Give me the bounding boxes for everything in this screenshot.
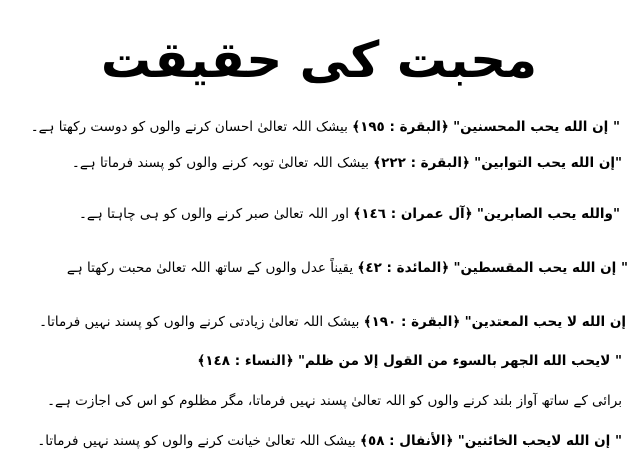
verse-translation: اور اللہ تعالیٰ صبر کرنے والوں کو ہی چاہتا ہے۔	[79, 206, 350, 222]
verse-reference: ﴿المائدة : ٤٢﴾	[357, 260, 450, 276]
verse-arabic: "إن الله يحب التوابين"	[474, 155, 622, 171]
verse-reference: ﴿آل عمران : ١٤٦﴾	[353, 206, 473, 222]
verse-reference: ﴿الأنفال : ٥٨﴾	[360, 433, 454, 449]
verse-line-5	[26, 311, 626, 333]
verse-line-4	[28, 257, 628, 279]
verse-arabic: " لايحب الله الجهر بالسوء من القول إلا من ظلم"	[297, 353, 622, 369]
verse-line-3	[20, 203, 620, 225]
page-title: محبت کی حقیقت	[100, 31, 538, 89]
verse-line-8	[22, 430, 622, 452]
verse-arabic: "والله يحب الصابرين"	[476, 206, 620, 222]
verse-line-1	[20, 116, 620, 138]
verse-arabic: " إن الله لايحب الخائنين"	[457, 433, 622, 449]
verse-reference: ﴿البقرة : ١٩٠﴾	[363, 314, 461, 330]
verse-translation: بیشک اللہ تعالیٰ احسان کرنے والوں کو دوست رکھتا ہے۔	[30, 119, 348, 135]
verse-arabic: " إن الله يحب المقسطين"	[453, 260, 628, 276]
verse-line-6	[22, 350, 622, 372]
verse-reference: ﴿البقرة : ١٩٥﴾	[352, 119, 449, 135]
verse-reference: ﴿البقرة : ٢٢٢﴾	[373, 155, 470, 171]
verse-arabic: " إن الله يحب المحسنين"	[453, 119, 620, 135]
verse-translation: یقیناً عدل والوں کے ساتھ اللہ تعالیٰ محبت رکھتا ہے	[66, 260, 354, 276]
verse-translation: بیشک اللہ تعالیٰ زیادتی کرنے والوں کو پسند نہیں فرماتا۔	[39, 314, 360, 330]
verse-translation: بیشک اللہ تعالیٰ توبہ کرنے والوں کو پسند فرماتا ہے۔	[71, 155, 369, 171]
verse-translation: بیشک اللہ تعالیٰ خیانت کرنے والوں کو پسند نہیں فرماتا۔	[37, 433, 356, 449]
verse-reference: ﴿النساء : ١٤٨﴾	[197, 353, 294, 369]
verse-line-2	[22, 152, 622, 174]
verse-translation: برائی کے ساتھ آواز بلند کرنے والوں کو اللہ تعالیٰ پسند نہیں فرماتا، مگر مظلوم کو اس کی اجازت ہے۔	[47, 393, 622, 409]
verse-line-7	[22, 390, 622, 412]
verse-arabic: إن الله لا يحب المعتدين"	[464, 314, 626, 330]
